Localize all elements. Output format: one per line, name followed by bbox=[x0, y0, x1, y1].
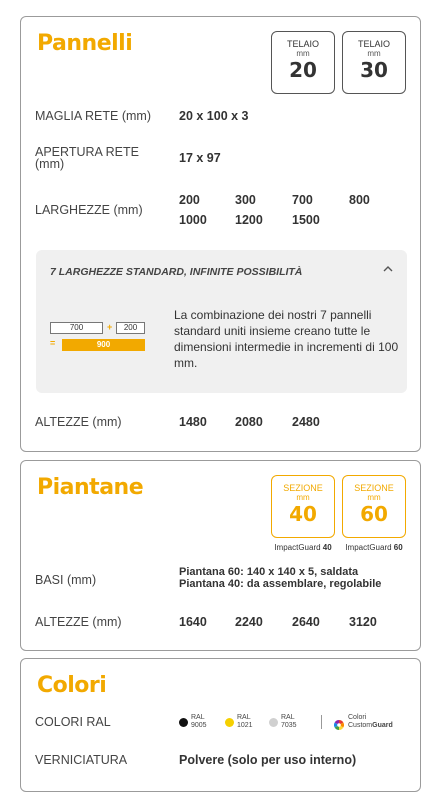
pannelli-title: Pannelli bbox=[37, 31, 133, 56]
apertura-rete-value: 17 x 97 bbox=[179, 151, 221, 165]
maglia-rete-label: MAGLIA RETE (mm) bbox=[35, 109, 151, 123]
piantane-altezza-value: 1640 bbox=[179, 615, 207, 629]
ral-1021-swatch bbox=[225, 718, 234, 727]
telaio-30-badge: TELAIO mm 30 bbox=[342, 31, 406, 94]
telaio-20-badge: TELAIO mm 20 bbox=[271, 31, 335, 94]
piantane-altezze-label: ALTEZZE (mm) bbox=[35, 615, 122, 629]
piantane-title: Piantane bbox=[37, 475, 144, 500]
diagram-panel-b: 200 bbox=[116, 322, 145, 334]
pannelli-card bbox=[20, 16, 421, 452]
verniciatura-label: VERNICIATURA bbox=[35, 753, 128, 767]
altezza-value: 2480 bbox=[292, 415, 320, 429]
piantane-altezza-value: 2240 bbox=[235, 615, 263, 629]
width-combination-diagram bbox=[50, 322, 160, 352]
diagram-result: 900 bbox=[62, 339, 145, 351]
swatch-divider bbox=[321, 715, 322, 729]
custom-guard-label: Colori CustomGuard bbox=[348, 714, 393, 729]
colori-title: Colori bbox=[37, 673, 107, 698]
ral-9005-swatch bbox=[179, 718, 188, 727]
impactguard-40-caption: ImpactGuard 40 bbox=[274, 543, 332, 552]
verniciatura-value: Polvere (solo per uso interno) bbox=[179, 753, 357, 767]
ral-1021-label: RAL 1021 bbox=[237, 714, 253, 729]
sezione-60-badge: SEZIONE mm 60 bbox=[342, 475, 406, 538]
larghezze-label: LARGHEZZE (mm) bbox=[35, 203, 143, 217]
chevron-up-icon[interactable] bbox=[383, 264, 393, 276]
color-wheel-icon bbox=[334, 717, 344, 727]
piantane-altezza-value: 3120 bbox=[349, 615, 377, 629]
diagram-plus: + bbox=[107, 322, 113, 332]
larghezza-value: 700 bbox=[292, 193, 313, 207]
accordion-header[interactable]: 7 LARGHEZZE STANDARD, INFINITE POSSIBILITÀ bbox=[50, 266, 303, 278]
larghezza-value: 200 bbox=[179, 193, 200, 207]
piantane-card bbox=[20, 460, 421, 651]
larghezza-value: 1500 bbox=[292, 213, 320, 227]
colori-ral-label: COLORI RAL bbox=[35, 715, 111, 729]
maglia-rete-value: 20 x 100 x 3 bbox=[179, 109, 249, 123]
apertura-rete-label: APERTURA RETE (mm) bbox=[35, 145, 139, 171]
ral-7035-swatch bbox=[269, 718, 278, 727]
altezza-value: 1480 bbox=[179, 415, 207, 429]
ral-7035-label: RAL 7035 bbox=[281, 714, 297, 729]
colori-card bbox=[20, 658, 421, 792]
piantane-altezza-value: 2640 bbox=[292, 615, 320, 629]
ral-9005-label: RAL 9005 bbox=[191, 714, 207, 729]
altezze-label: ALTEZZE (mm) bbox=[35, 415, 122, 429]
basi-value: Piantana 60: 140 x 140 x 5, saldata Piantana 40: da assemblare, regolabile bbox=[179, 566, 382, 590]
larghezza-value: 800 bbox=[349, 193, 370, 207]
diagram-panel-a: 700 bbox=[50, 322, 103, 334]
impactguard-60-caption: ImpactGuard 60 bbox=[345, 543, 403, 552]
accordion-text: La combinazione dei nostri 7 pannelli standard uniti insieme creano tutte le dimensioni intermedie in incrementi di 100 mm. bbox=[174, 308, 399, 370]
larghezze-accordion bbox=[36, 250, 407, 393]
sezione-40-badge: SEZIONE mm 40 bbox=[271, 475, 335, 538]
larghezza-value: 1000 bbox=[179, 213, 207, 227]
diagram-equals: = bbox=[50, 338, 56, 348]
altezza-value: 2080 bbox=[235, 415, 263, 429]
larghezza-value: 300 bbox=[235, 193, 256, 207]
basi-label: BASI (mm) bbox=[35, 573, 97, 587]
larghezza-value: 1200 bbox=[235, 213, 263, 227]
